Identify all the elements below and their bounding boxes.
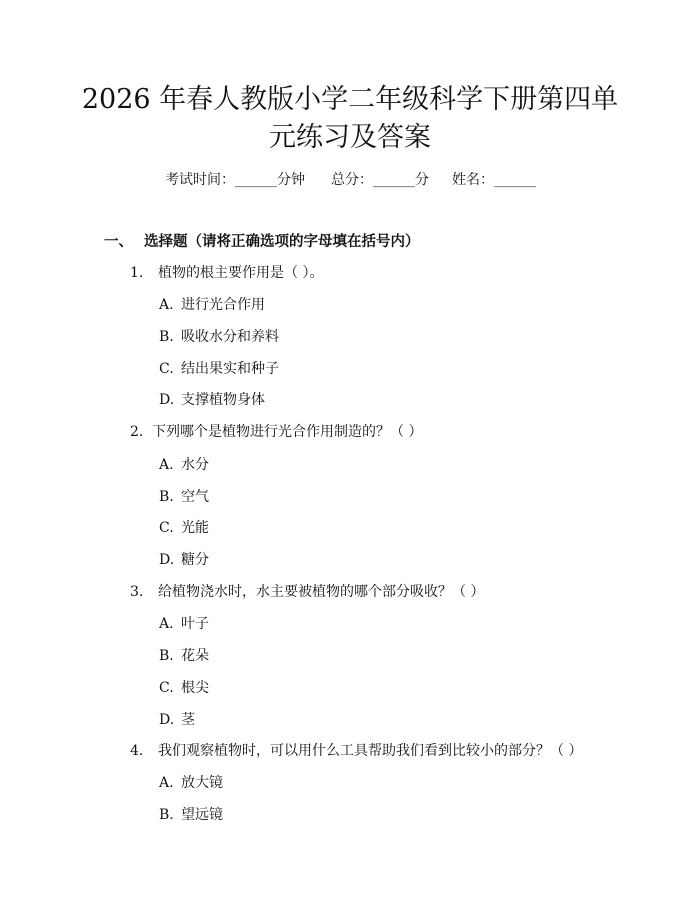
total-score-field — [331, 169, 429, 189]
question-number: 2. — [130, 424, 144, 440]
option-text: 望远镜 — [181, 807, 223, 823]
section-heading — [104, 230, 420, 251]
option-3a — [159, 613, 209, 633]
option-text: 糖分 — [181, 552, 209, 568]
option-letter: B. — [159, 807, 174, 823]
section-number: 一、 — [104, 233, 133, 250]
option-letter: A. — [159, 457, 174, 473]
student-name-field — [452, 169, 536, 189]
option-2b — [159, 486, 209, 506]
option-1d — [159, 389, 265, 409]
question-text: 下列哪个是植物进行光合作用制造的？（ ） — [152, 424, 423, 440]
option-4b — [159, 804, 223, 824]
page-title-line-1: 2026 年春人教版小学二年级科学下册第四单 — [81, 84, 619, 115]
student-name-label: 姓名： — [452, 172, 494, 188]
option-letter: B. — [159, 329, 174, 345]
total-score-unit: 分 — [415, 172, 429, 188]
option-text: 叶子 — [181, 616, 209, 632]
option-letter: A. — [159, 775, 174, 791]
question-text: 植物的根主要作用是（ ）。 — [158, 265, 324, 281]
option-1b — [159, 326, 279, 346]
question-3 — [130, 581, 484, 601]
option-text: 根尖 — [181, 680, 209, 696]
option-letter: C. — [159, 680, 174, 696]
option-4a — [159, 772, 223, 792]
option-text: 花朵 — [181, 648, 209, 664]
option-text: 光能 — [181, 520, 209, 536]
exam-time-blank: ______ — [235, 172, 277, 188]
option-1c — [159, 358, 279, 378]
option-3d — [159, 709, 195, 729]
option-3c — [159, 677, 209, 697]
option-letter: C. — [159, 361, 174, 377]
total-score-blank: ______ — [373, 172, 415, 188]
option-2c — [159, 517, 209, 537]
option-text: 进行光合作用 — [181, 297, 265, 313]
option-letter: B. — [159, 648, 174, 664]
question-number: 1. — [130, 265, 144, 281]
option-letter: D. — [159, 392, 175, 408]
question-text: 给植物浇水时，水主要被植物的哪个部分吸收？（ ） — [158, 584, 485, 600]
option-letter: A. — [159, 297, 174, 313]
question-number: 3. — [130, 584, 144, 600]
option-text: 支撑植物身体 — [181, 392, 265, 408]
option-text: 空气 — [181, 489, 209, 505]
option-letter: C. — [159, 520, 174, 536]
option-letter: D. — [159, 552, 175, 568]
option-2a — [159, 454, 209, 474]
option-text: 水分 — [181, 457, 209, 473]
question-2 — [130, 421, 422, 441]
option-2d — [159, 549, 209, 569]
student-name-blank: ______ — [494, 172, 536, 188]
option-text: 放大镜 — [181, 775, 223, 791]
question-text: 我们观察植物时，可以用什么工具帮助我们看到比较小的部分？（ ） — [158, 743, 583, 759]
question-number: 4. — [130, 743, 144, 759]
exam-time-unit: 分钟 — [277, 172, 305, 188]
option-text: 结出果实和种子 — [181, 361, 279, 377]
exam-time-label: 考试时间： — [165, 172, 235, 188]
option-letter: A. — [159, 616, 174, 632]
option-3b — [159, 645, 209, 665]
total-score-label: 总分： — [331, 172, 373, 188]
question-1 — [130, 262, 323, 282]
exam-time-field — [165, 169, 305, 189]
option-text: 茎 — [181, 712, 195, 728]
section-title: 选择题（请将正确选项的字母填在括号内） — [144, 233, 420, 250]
option-1a — [159, 294, 265, 314]
option-letter: D. — [159, 712, 175, 728]
option-text: 吸收水分和养料 — [181, 329, 279, 345]
option-letter: B. — [159, 489, 174, 505]
page-title-line-2: 元练习及答案 — [269, 122, 431, 153]
question-4 — [130, 740, 582, 760]
